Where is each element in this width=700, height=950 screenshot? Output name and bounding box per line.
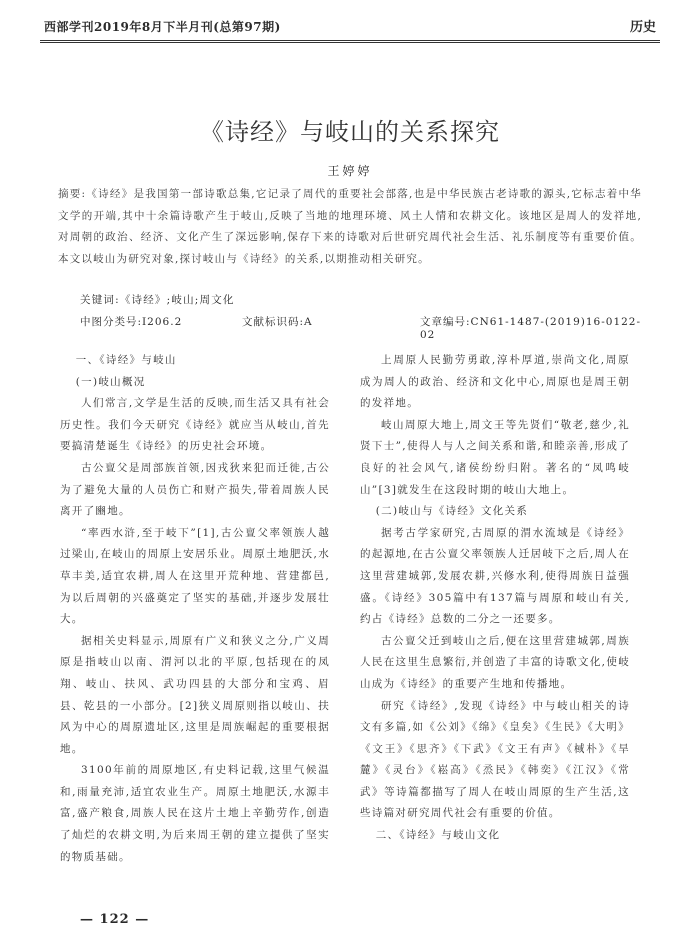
- keywords: 关键词:《诗经》;岐山;周文化: [80, 294, 235, 306]
- article-number: 文章编号:CN61-1487-(2019)16-0122-02: [420, 316, 642, 341]
- article-title: 《诗经》与岐山的关系探究: [200, 118, 500, 146]
- journal-info: 西部学刊2019年8月下半月刊(总第97期): [44, 20, 281, 34]
- body-paragraph: 据考古学家研究,古周原的渭水流域是《诗经》的起源地,在古公亶父率领族人迁居岐下之后,周人在这里营建城郭,发展农耕,兴修水利,使得周族日益强盛。《诗经》305篇中有137篇与周原和岐山有关,约占《诗经》总数的二分之一还要多。: [360, 526, 630, 626]
- section-heading: (二)岐山与《诗经》文化关系: [375, 505, 529, 518]
- body-paragraph: 岐山周原大地上,周文王等先贤们“敬老,慈少,礼贤下士”,使得人与人之间关系和谐,和睦亲善,形成了良好的社会风气,诸侯纷纷归附。著名的“凤鸣岐山”[3]就发生在这段时期的岐山大地上。: [360, 418, 630, 496]
- page-number: — 122 —: [80, 912, 150, 927]
- left-column: [60, 350, 330, 868]
- right-column: [360, 350, 630, 847]
- classification-info: [80, 314, 642, 341]
- clc-number: 中图分类号:I206.2: [80, 316, 183, 328]
- body-paragraph: 古公亶父迁到岐山之后,便在这里营建城郭,周族人民在这里生息繁衍,并创造了丰富的诗歌文化,使岐山成为《诗经》的重要产生地和传播地。: [360, 634, 630, 690]
- body-paragraph: 人们常言,文学是生活的反映,而生活又具有社会历史性。我们今天研究《诗经》就应当从岐山,首先要搞清楚诞生《诗经》的历史社会环境。: [60, 397, 330, 453]
- abstract: 摘要:《诗经》是我国第一部诗歌总集,它记录了周代的重要社会部落,也是中华民族古老诗歌的源头,它标志着中华文学的开端,其中十余篇诗歌产生于岐山,反映了当地的地理环境、风土人情和农耕文化。该地区是周人的发祥地,对周朝的政治、经济、文化产生了深远影响,保存下来的诗歌对后世研究周代社会生活、礼乐制度等有重要价值。本文以岐山为研究对象,探讨岐山与《诗经》的关系,以期推动相关研究。: [58, 188, 642, 265]
- body-paragraph: 据相关史料显示,周原有广义和狭义之分,广义周原是指岐山以南、渭河以北的平原,包括现在的凤翔、岐山、扶风、武功四县的大部分和宝鸡、眉县、乾县的一小部分。[2]狭义周原则指以岐山、扶风为中心的周原遗址区,这里是周族崛起的重要根据地。: [60, 634, 330, 755]
- section-heading: (一)岐山概况: [75, 375, 146, 388]
- section-heading: 一、《诗经》与岐山: [75, 354, 177, 366]
- section-heading: 二、《诗经》与岐山文化: [375, 829, 501, 842]
- body-paragraph: 上周原人民勤劳勇敢,淳朴厚道,崇尚文化,周原成为周人的政治、经济和文化中心,周原也是周王朝的发祥地。: [360, 354, 630, 410]
- body-paragraph: 3100年前的周原地区,有史料记载,这里气候温和,雨量充沛,适宜农业生产。周原土地肥沃,水源丰富,盛产粮食,周族人民在这片土地上辛勤劳作,创造了灿烂的农耕文明,为后来周王朝的建立提供了坚实的物质基础。: [60, 764, 330, 863]
- body-paragraph: 古公亶父是周部族首领,因戎狄来犯而迁徙,古公为了避免大量的人员伤亡和财产损失,带着周族人民离开了豳地。: [60, 461, 330, 518]
- body-paragraph: 研究《诗经》,发现《诗经》中与岐山相关的诗文有多篇,如《公刘》《绵》《皇矣》《生民》《大明》《文王》《思齐》《下武》《文王有声》《棫朴》《旱麓》《灵台》《崧高》《烝民》《韩奕》《江汉》《常武》等诗篇都描写了周人在岐山周原的生产生活,这些诗篇对研究周代社会有重要的价值。: [360, 699, 630, 820]
- document-code: 文献标识码:A: [242, 316, 313, 328]
- body-paragraph: “率西水浒,至于岐下”[1],古公亶父率领族人越过梁山,在岐山的周原上安居乐业。周原土地肥沃,水草丰美,适宜农耕,周人在这里开荒种地、营建都邑,为以后周朝的兴盛奠定了坚实的基础,并逐步发展壮大。: [60, 526, 330, 626]
- author-name: 王婷婷: [327, 164, 373, 178]
- running-header: [40, 14, 660, 43]
- section-label: 历史: [629, 20, 656, 35]
